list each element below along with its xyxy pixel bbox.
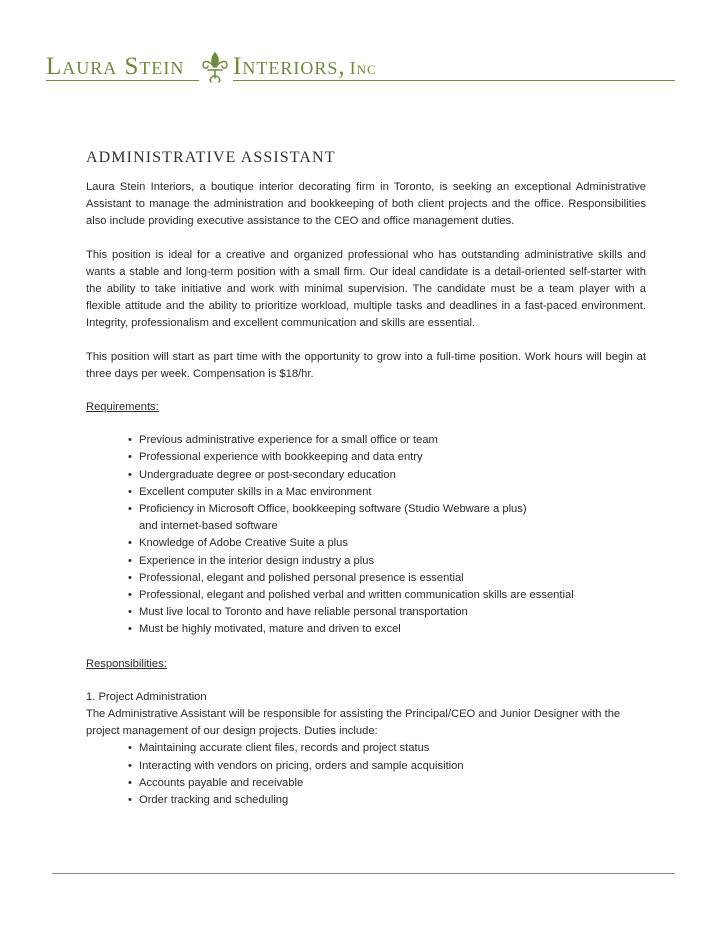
list-item: • Experience in the interior design industry a plus	[128, 553, 646, 570]
ideal-candidate-paragraph: This position is ideal for a creative and organized professional who has outstanding administrative skills and wants a stable and long-term position with a small firm. Our ideal candidate is a detail-oriented self-starter with the ability to take initiative and work with minimal supervision. The candidate must be a team player with a flexible attitude and the ability to prioritize workload, multiple tasks and deadlines in a fast-paced environment. Integrity, professionalism and excellent communication and skills are essential.	[86, 248, 646, 330]
document-title: ADMINISTRATIVE ASSISTANT	[86, 149, 336, 166]
list-item: • Order tracking and scheduling	[128, 792, 646, 809]
header-rule-right	[233, 80, 675, 81]
list-item: • Must live local to Toronto and have reliable personal transportation	[128, 604, 646, 621]
list-item: • Maintaining accurate client files, records and project status	[128, 740, 646, 757]
compensation-paragraph: This position will start as part time with the opportunity to grow into a full-time position. Work hours will begin at three days per week. Compensation is $18/hr.	[86, 350, 646, 380]
brand-name-right	[233, 53, 377, 82]
footer-rule	[52, 873, 675, 874]
list-item: • Professional experience with bookkeeping and data entry	[128, 449, 646, 466]
fleur-de-lis-icon	[199, 50, 231, 84]
list-item: • Excellent computer skills in a Mac environment	[128, 484, 646, 501]
intro-paragraph: Laura Stein Interiors, a boutique interior decorating firm in Toronto, is seeking an exceptional Administrative Assistant to manage the administration and bookkeeping of both client projects and the office. Responsibilities also include providing executive assistance to the CEO and office management duties.	[86, 181, 646, 228]
responsibilities-intro: The Administrative Assistant will be responsible for assisting the Principal/CEO and Junior Designer with the project management of our design projects. Duties include:	[86, 708, 621, 738]
duties-list	[86, 740, 646, 809]
brand-name-left: Laura Stein	[46, 53, 185, 80]
requirements-heading: Requirements:	[86, 401, 159, 414]
list-item: • Previous administrative experience for a small office or team	[128, 432, 646, 449]
list-item: • Undergraduate degree or post-secondary education	[128, 467, 646, 484]
letterhead	[0, 0, 728, 90]
list-item: • Accounts payable and receivable	[128, 775, 646, 792]
requirements-list	[86, 432, 646, 638]
header-rule-left	[46, 80, 199, 81]
responsibilities-heading: Responsibilities:	[86, 657, 167, 670]
brand-inc: Inc	[349, 58, 377, 78]
responsibilities-subheading: 1. Project Administration	[86, 690, 207, 703]
list-item: • Must be highly motivated, mature and driven to excel	[128, 621, 646, 638]
list-item: • Knowledge of Adobe Creative Suite a plus	[128, 535, 646, 552]
list-item: • Proficiency in Microsoft Office, bookkeeping software (Studio Webware a plus) and internet-based software	[128, 501, 539, 535]
document-body	[86, 148, 646, 809]
list-item: • Professional, elegant and polished verbal and written communication skills are essential	[128, 587, 646, 604]
list-item: • Professional, elegant and polished personal presence is essential	[128, 570, 646, 587]
list-item: • Interacting with vendors on pricing, orders and sample acquisition	[128, 758, 646, 775]
brand-interiors: Interiors,	[233, 53, 346, 80]
